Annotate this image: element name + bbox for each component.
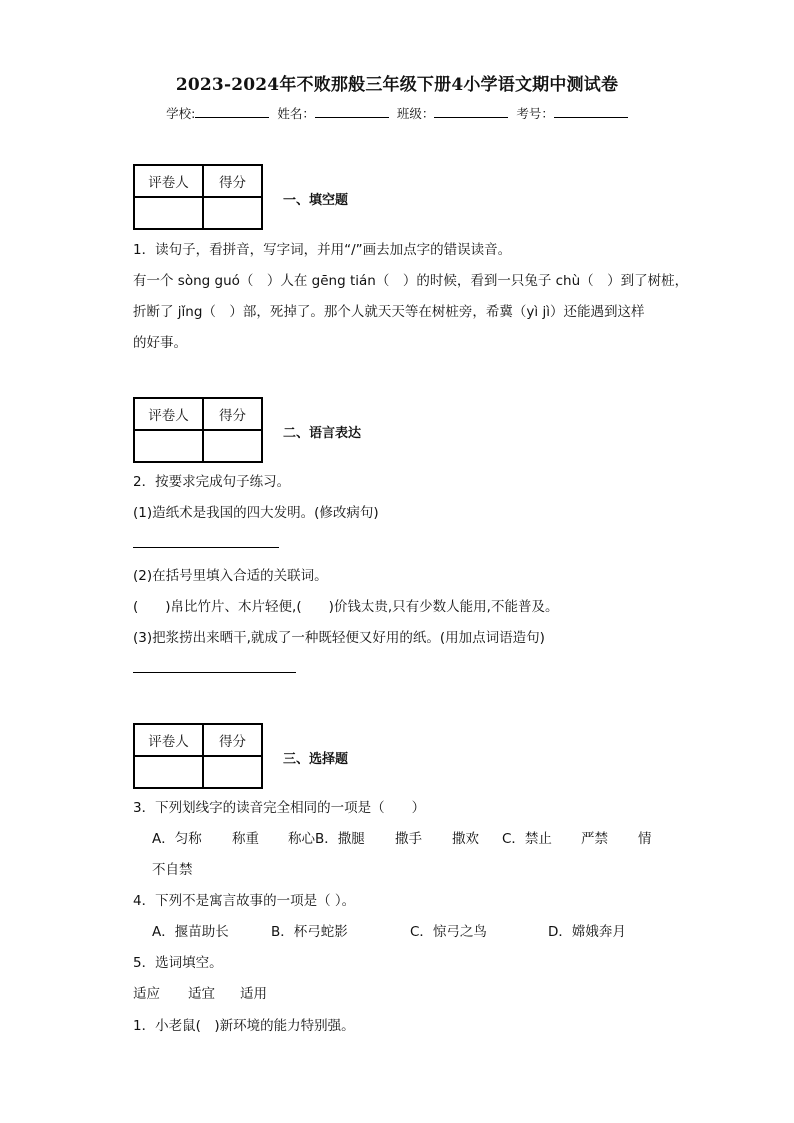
q5-word-option: 适应	[133, 986, 160, 1002]
q3-option-text: 撒欢	[452, 831, 479, 847]
q5-sentence-1: 1．小老鼠( )新环境的能力特别强。	[133, 1018, 355, 1034]
q3-option-text: A．匀称	[152, 831, 202, 847]
name-blank[interactable]	[315, 105, 389, 118]
name-label: 姓名：	[277, 106, 315, 121]
score-box-2	[133, 397, 263, 463]
q4-option-a[interactable]: A．揠苗助长	[152, 924, 229, 940]
class-label: 班级：	[396, 106, 435, 121]
q3-option-text: 情	[638, 831, 652, 847]
score-header: 得分	[203, 398, 262, 430]
q2-answer-line-3[interactable]	[133, 672, 296, 673]
score-box-3	[133, 723, 263, 789]
q2-answer-line-1[interactable]	[133, 547, 279, 548]
school-label: 学校:	[166, 106, 196, 121]
reviewer-header: 评卷人	[134, 724, 203, 756]
q2-part-2-sentence: ( )帛比竹片、木片轻便,( )价钱太贵,只有少数人能用,不能普及。	[133, 599, 559, 615]
q3-option-text: 称重	[232, 831, 259, 847]
q4-option-c[interactable]: C．惊弓之鸟	[410, 924, 487, 940]
q1-stem: 1．读句子，看拼音，写字词，并用“/”画去加点字的错误读音。	[133, 242, 512, 258]
q4-option-b[interactable]: B．杯弓蛇影	[271, 924, 348, 940]
q5-word-option: 适用	[240, 986, 267, 1002]
section-title-choice: 三、选择题	[283, 752, 349, 767]
section-title-fill-blank: 一、填空题	[283, 193, 349, 208]
score-header: 得分	[203, 165, 262, 197]
class-blank[interactable]	[434, 105, 508, 118]
q2-part-1: (1)造纸术是我国的四大发明。(修改病句)	[133, 505, 379, 521]
student-info-line	[0, 104, 794, 122]
score-cell[interactable]	[203, 756, 262, 788]
q1-text-line-1: 有一个 sòng guó（ ）人在 gēng tián（ ）的时候，看到一只兔子 chù（ ）到了树桩，	[133, 273, 689, 289]
reviewer-cell[interactable]	[134, 430, 203, 462]
score-header: 得分	[203, 724, 262, 756]
exam-number-blank[interactable]	[554, 105, 628, 118]
reviewer-cell[interactable]	[134, 756, 203, 788]
reviewer-cell[interactable]	[134, 197, 203, 229]
q2-part-2: (2)在括号里填入合适的关联词。	[133, 568, 328, 584]
q1-text-line-3: 的好事。	[133, 335, 187, 351]
section-title-language: 二、语言表达	[283, 426, 362, 441]
q2-part-3: (3)把浆捞出来晒干,就成了一种既轻便又好用的纸。(用加点词语造句)	[133, 630, 545, 646]
q3-option-continuation: 不自禁	[152, 862, 193, 878]
q3-option-text: 撒手	[395, 831, 422, 847]
q2-stem: 2．按要求完成句子练习。	[133, 474, 291, 490]
q3-stem: 3．下列划线字的读音完全相同的一项是（ ）	[133, 800, 426, 816]
school-blank[interactable]	[195, 105, 269, 118]
reviewer-header: 评卷人	[134, 398, 203, 430]
q5-word-option: 适宜	[188, 986, 215, 1002]
q3-option-text: 严禁	[581, 831, 608, 847]
q3-option-text: 称心B．撒腿	[288, 831, 365, 847]
q3-option-text: C．禁止	[502, 831, 552, 847]
q4-stem: 4．下列不是寓言故事的一项是（ ）。	[133, 893, 356, 909]
exam-number-label: 考号：	[516, 106, 554, 121]
exam-title: 2023-2024年不败那般三年级下册4小学语文期中测试卷	[175, 75, 619, 95]
score-cell[interactable]	[203, 197, 262, 229]
q5-stem: 5．选词填空。	[133, 955, 223, 971]
score-cell[interactable]	[203, 430, 262, 462]
q4-option-d[interactable]: D．嫦娥奔月	[548, 924, 626, 940]
q1-text-line-2: 折断了 jǐng（ ）部，死掉了。那个人就天天等在树桩旁，希冀（yì jì）还能遇到这样	[133, 304, 645, 320]
reviewer-header: 评卷人	[134, 165, 203, 197]
score-box-1	[133, 164, 263, 230]
